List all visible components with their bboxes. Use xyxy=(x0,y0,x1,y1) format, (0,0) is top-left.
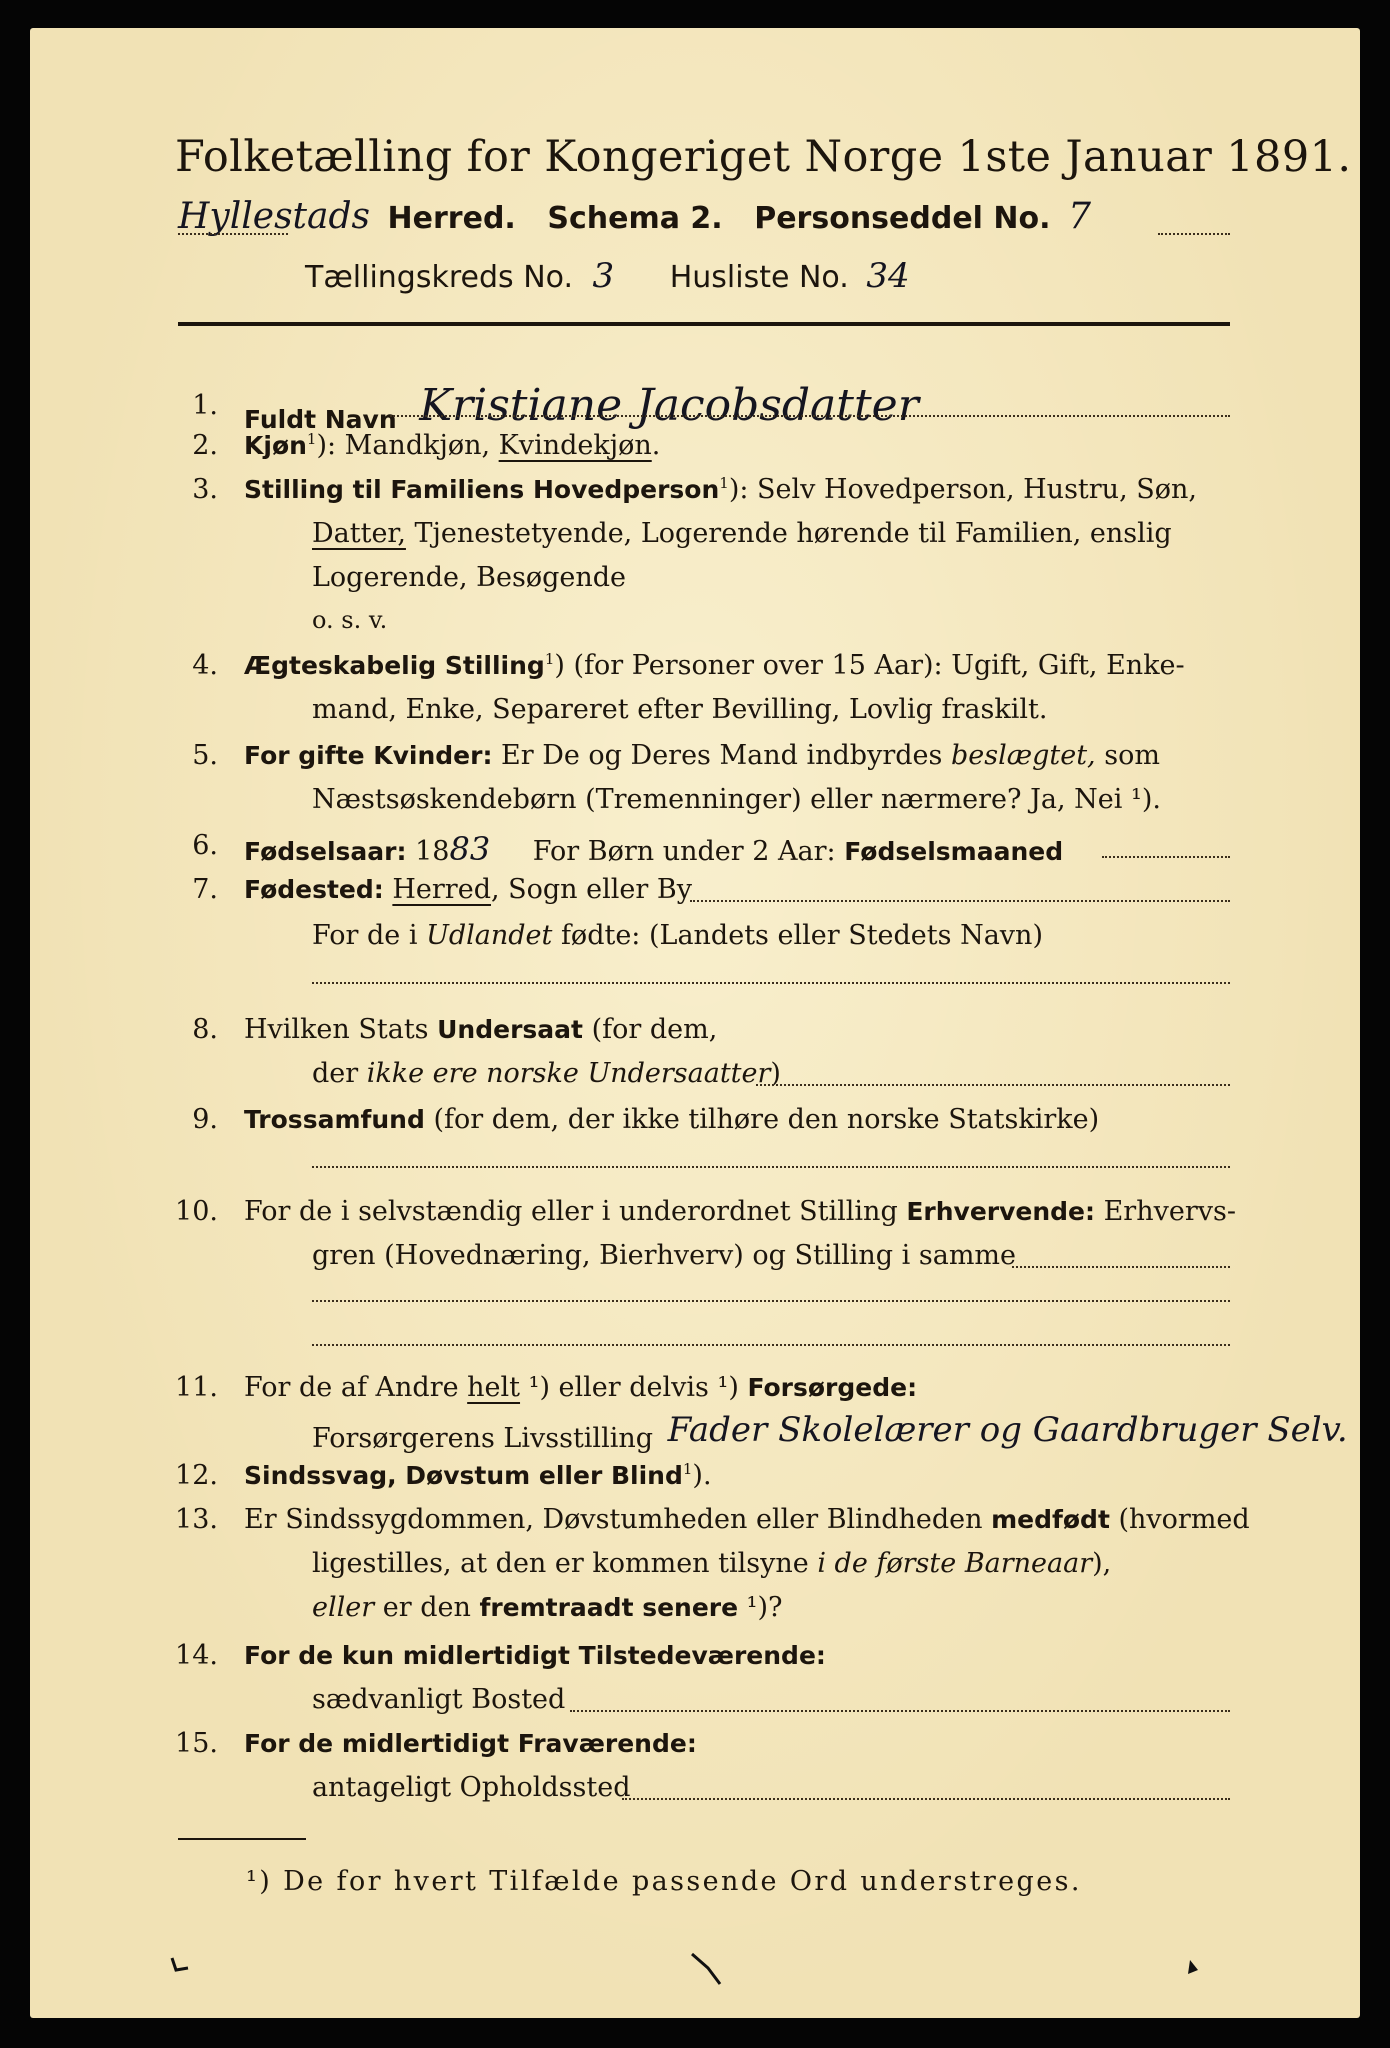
item-number: 12. xyxy=(175,1460,218,1491)
q6-label: Fødselsaar: xyxy=(244,837,407,866)
item-number: 15. xyxy=(175,1728,218,1759)
q2-underlined-answer: Kvindekjøn xyxy=(498,430,652,461)
q7-label: Fødested: xyxy=(244,875,384,904)
footnote-marker: 1 xyxy=(306,430,317,448)
q13-line3-text: er den xyxy=(374,1592,480,1623)
q3-line3: Logerende, Besøgende xyxy=(312,562,626,593)
q11-line2-text: Forsørgerens Livsstilling xyxy=(312,1423,654,1454)
footnote: ¹) De for hvert Tilfælde passende Ord understreges. xyxy=(246,1866,1082,1897)
q3-line1: ): Selv Hovedperson, Hustru, Søn, xyxy=(728,474,1197,505)
taellingskreds-label: Tællingskreds No. xyxy=(305,260,573,295)
personseddel-label: Personseddel No. xyxy=(754,201,1051,236)
q13-line2-italic: i de første Barneaar xyxy=(817,1548,1093,1579)
q6-rest-bold: Fødselsmaaned xyxy=(844,837,1064,866)
q5-label: For gifte Kvinder: xyxy=(244,741,493,770)
item-number: 4. xyxy=(192,650,218,681)
q14-label: For de kun midlertidigt Tilstedeværende: xyxy=(244,1641,826,1670)
q12-label: Sindssvag, Døvstum eller Blind xyxy=(244,1461,683,1490)
q2-text: ): Mandkjøn, xyxy=(316,430,499,461)
q3-label: Stilling til Familiens Hovedperson xyxy=(244,475,720,504)
q15-line2: antageligt Opholdssted xyxy=(312,1772,631,1803)
item-number: 14. xyxy=(175,1640,218,1671)
q2-label: Kjøn xyxy=(244,431,307,460)
personseddel-number: 7 xyxy=(1068,196,1091,237)
q6-rest: For Børn under 2 Aar: xyxy=(532,836,836,867)
item-number: 9. xyxy=(192,1104,218,1135)
q11-answer-handwritten: Fader Skolelærer og Gaardbruger Selv. xyxy=(667,1410,1348,1450)
q13-text-end: (hvormed xyxy=(1109,1504,1250,1535)
item-number: 2. xyxy=(192,430,218,461)
q11-label: Forsørgede: xyxy=(747,1373,918,1402)
item-number: 8. xyxy=(192,1014,218,1045)
schema-label: Schema 2. xyxy=(547,201,723,236)
q11-text: For de af Andre xyxy=(244,1372,468,1403)
herred-label: Herred. xyxy=(387,201,516,236)
q8-line2-text: der xyxy=(312,1058,367,1089)
q10-text-end: Erhvervs- xyxy=(1095,1196,1236,1227)
q8-line2-end: ) xyxy=(770,1058,781,1089)
q4-label: Ægteskabelig Stilling xyxy=(244,651,545,680)
herred-handwritten: Hyllestads xyxy=(178,196,370,237)
q4-line1: ) (for Personer over 15 Aar): Ugift, Gift, Enke- xyxy=(554,650,1185,681)
q9-text: (for dem, der ikke tilhøre den norske Statskirke) xyxy=(424,1104,1100,1135)
item-number: 11. xyxy=(175,1372,218,1403)
q10-label: Erhvervende: xyxy=(906,1197,1096,1226)
q8-text-end: (for dem, xyxy=(582,1014,718,1045)
q13-line3-italic: eller xyxy=(312,1592,375,1623)
q13-text: Er Sindssygdommen, Døvstumheden eller Blindheden xyxy=(244,1504,992,1535)
husliste-label: Husliste No. xyxy=(669,260,849,295)
q13-line3-bold: fremtraadt senere xyxy=(479,1593,739,1622)
q8-line2-italic: ikke ere norske Undersaatter xyxy=(366,1058,771,1089)
q7-line2-italic: Udlandet xyxy=(426,920,553,951)
q6-year-handwritten: 83 xyxy=(449,830,491,868)
q8-text: Hvilken Stats xyxy=(244,1014,438,1045)
footnote-marker: 1 xyxy=(719,474,729,492)
q7-line2-text: For de i xyxy=(312,920,427,951)
q5-line2: Næstsøskendebørn (Tremenninger) eller nærmere? Ja, Nei ¹). xyxy=(312,784,1161,815)
item-number: 7. xyxy=(192,874,218,905)
q13-line2-end: ), xyxy=(1092,1548,1112,1579)
q6-prefix: 18 xyxy=(415,836,450,867)
q10-text: For de i selvstændig eller i underordnet Stilling xyxy=(244,1196,907,1227)
q5-line1-italic: beslægtet, xyxy=(950,740,1096,771)
q13-label: medfødt xyxy=(991,1505,1110,1534)
q9-label: Trossamfund xyxy=(244,1105,425,1134)
q7-text: , Sogn eller By xyxy=(490,874,692,905)
q11-underlined-answer: helt xyxy=(467,1372,521,1403)
q3-line4: o. s. v. xyxy=(312,606,388,634)
form-title: Folketælling for Kongeriget Norge 1ste Januar 1891. xyxy=(175,132,1352,182)
q1-answer-handwritten: Kristiane Jacobsdatter xyxy=(419,380,919,431)
item-number: 10. xyxy=(175,1196,218,1227)
item-number: 3. xyxy=(192,474,218,505)
taellingskreds-number: 3 xyxy=(592,256,615,296)
footnote-marker: 1 xyxy=(682,1460,693,1478)
q7-line2-end: fødte: (Landets eller Stedets Navn) xyxy=(552,920,1043,951)
footnote-marker: 1 xyxy=(544,650,555,668)
q14-line2: sædvanligt Bosted xyxy=(312,1684,566,1715)
q3-line2-text: Tjenestetyende, Logerende hørende til Familien, enslig xyxy=(405,518,1172,549)
item-number: 1. xyxy=(192,390,218,421)
q5-line1-end: som xyxy=(1095,740,1160,771)
item-number: 6. xyxy=(192,830,218,861)
q11-text-mid: ¹) eller delvis ¹) xyxy=(520,1372,748,1403)
item-number: 5. xyxy=(192,740,218,771)
q1-label: Fuldt Navn xyxy=(244,405,397,434)
q15-label: For de midlertidigt Fraværende: xyxy=(244,1729,697,1758)
q8-label: Undersaat xyxy=(437,1015,583,1044)
item-number: 13. xyxy=(175,1504,218,1535)
q12-tail: ). xyxy=(692,1460,712,1491)
husliste-number: 34 xyxy=(866,256,910,296)
q3-underlined-answer: Datter, xyxy=(312,518,406,549)
q2-text-end: . xyxy=(651,430,661,461)
q7-underlined-answer: Herred xyxy=(392,874,491,905)
q13-line3-end: ¹)? xyxy=(738,1592,783,1623)
q5-line1: Er De og Deres Mand indbyrdes xyxy=(492,740,951,771)
q13-line2-text: ligestilles, at den er kommen tilsyne xyxy=(312,1548,818,1579)
q4-line2: mand, Enke, Separeret efter Bevilling, Lovlig fraskilt. xyxy=(312,694,1048,725)
q10-line2: gren (Hovednæring, Bierhverv) og Stilling i samme xyxy=(312,1240,1017,1271)
